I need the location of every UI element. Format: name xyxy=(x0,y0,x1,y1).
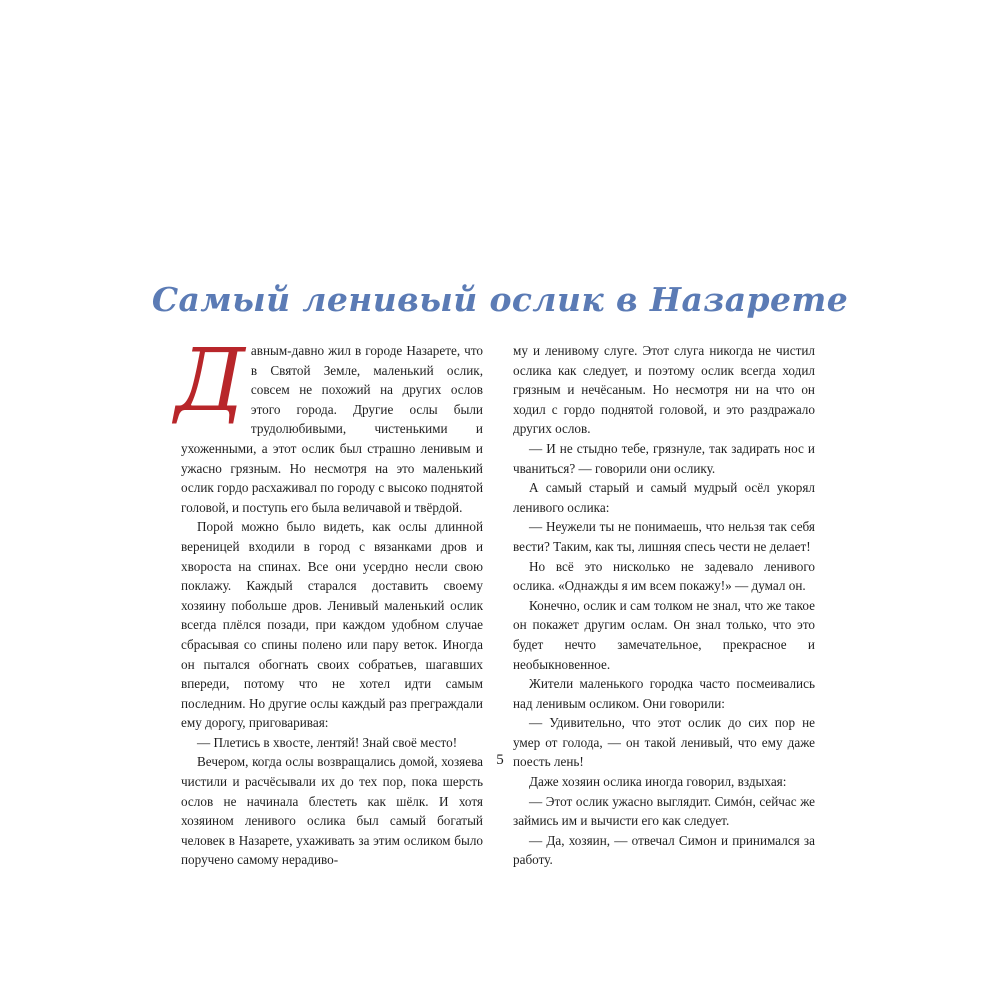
paragraph: — Этот ослик ужасно выглядит. Симóн, сейчас же займись им и вычисти его как следует. xyxy=(513,793,815,829)
paragraph: Вечером, когда ослы возвращались домой, хозяева чистили и расчёсывали их до тех пор, пока шерсть ослов не начинала блестеть как шёлк. И хотя хозяином ленивого ослика был самый богатый человек в Назарете, ухаживать за этим осликом было поручено самому нерадиво- xyxy=(181,754,483,868)
paragraph: А самый старый и самый мудрый осёл укорял ленивого ослика: xyxy=(513,480,815,515)
paragraph: — И не стыдно тебе, грязнуле, так задирать нос и чваниться? — говорили они ослику. xyxy=(513,440,815,476)
paragraph: Порой можно было видеть, как ослы длинной вереницей входили в город с вязанками дров и хвороста на спинах. Все они усердно несли свою поклажу. Каждый старался доставить своему хозяину побольше дров. Ленивый маленький ослик всегда плёлся позади, при каждом удобном случае сбрасывая со спины полено или пару веток. Иногда он пытался обогнать своих собратьев, шагавших впереди, потому что не хотел идти самым последним. Но другие ослы каждый раз преграждали ему дорогу, приговаривая: xyxy=(181,519,483,731)
paragraph: Даже хозяин ослика иногда говорил, вздыхая: xyxy=(529,774,787,790)
paragraph: Но всё это нисколько не задевало ленивого ослика. «Однажды я им всем покажу!» — думал он. xyxy=(513,558,815,594)
text-column-left xyxy=(175,331,483,870)
paragraph: му и ленивому слуге. Этот слуга никогда не чистил ослика как следует, и поэтому ослик всегда ходил грязным и нечёсаным. Но несмотря ни на что он ходил с гордо поднятой головой, и это раздражало других ослов. xyxy=(513,343,815,437)
paragraph: — Плетись в хвосте, лентяй! Знай своё место! xyxy=(197,734,458,750)
paragraph-text: авным-давно жил в городе Назарете, что в Святой Земле, маленький ослик, совсем не похожий на других ослов этого города. Другие ослы были трудолюбивыми, чистенькими и ухоженными, а этот ослик был страшно ленивым и ужасно грязным. Но несмотря на это маленький ослик гордо расхаживал по городу с высоко поднятой головой, и поступь его была величавой и твёрдой. xyxy=(181,343,483,515)
paragraph xyxy=(175,331,483,517)
page-number: 5 xyxy=(496,752,504,768)
paragraph: — Да, хозяин, — отвечал Симон и принимался за работу. xyxy=(513,832,815,868)
chapter-title: Самый ленивый ослик в Назарете xyxy=(151,280,849,320)
drop-cap-letter: Д xyxy=(175,331,245,431)
paragraph: — Неужели ты не понимаешь, что нельзя так себя вести? Таким, как ты, лишняя спесь чести не делает! xyxy=(513,519,815,554)
paragraph: Конечно, ослик и сам толком не знал, что же такое он покажет другим ослам. Он знал только, что это будет нечто замечательное, прекрасное и необыкновенное. xyxy=(513,597,815,672)
paragraph: Жители маленького городка часто посмеивались над ленивым осликом. Они говорили: xyxy=(513,676,815,711)
paragraph: — Удивительно, что этот ослик до сих пор не умер от голода, — он такой ленивый, что ему даже поесть лень! xyxy=(513,715,815,770)
text-column-right xyxy=(513,341,815,870)
